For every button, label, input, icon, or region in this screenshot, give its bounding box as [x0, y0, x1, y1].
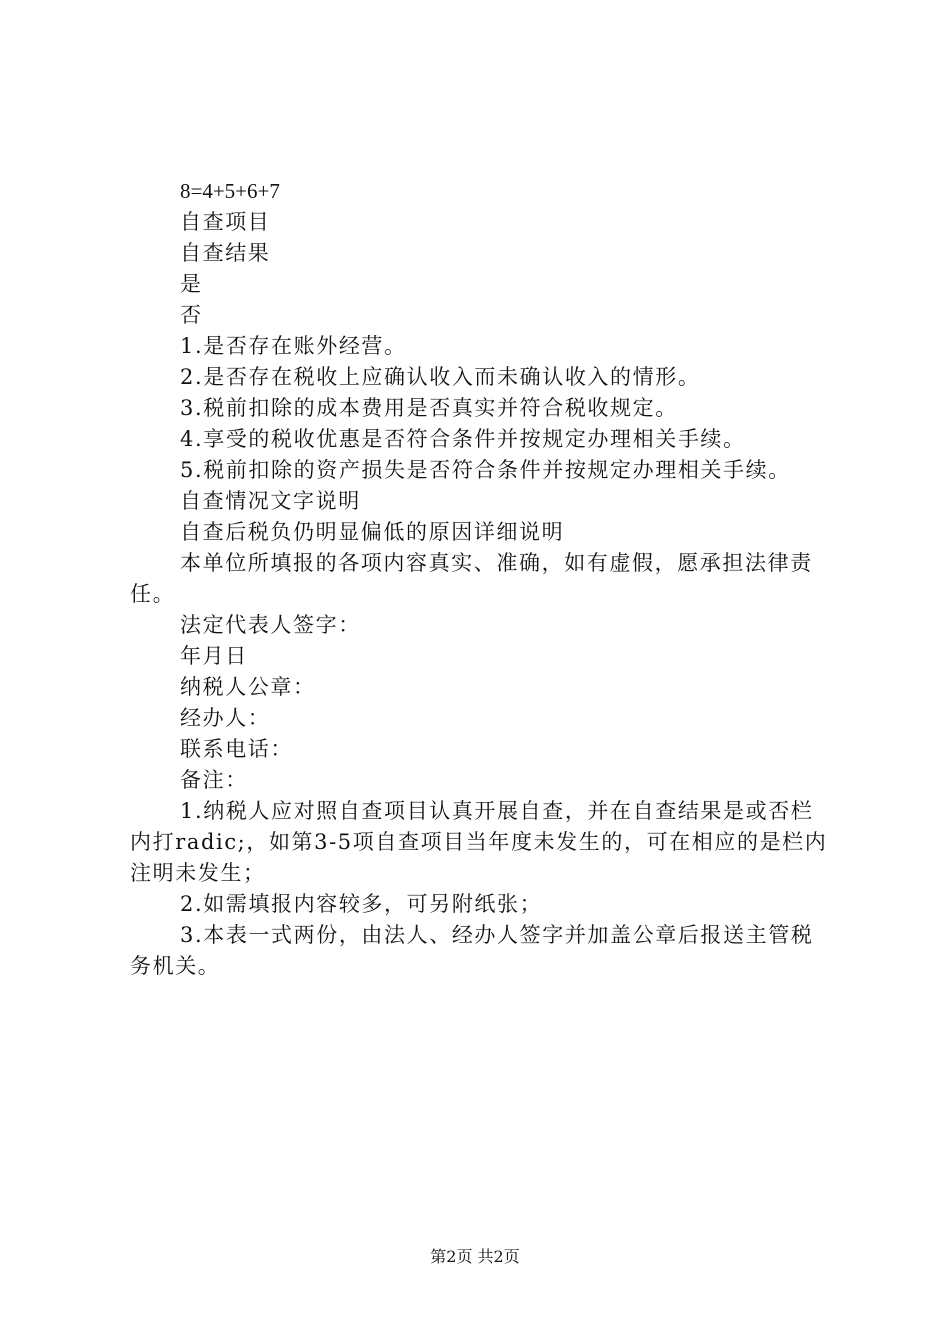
- remark-item-2: 2.如需填报内容较多，可另附纸张；: [180, 892, 543, 916]
- page-indicator: 第2页 共2页: [430, 1247, 520, 1266]
- heading-self-check-results: 自查结果: [180, 241, 271, 265]
- remark-item-3: 3.本表一式两份，由法人、经办人签字并加盖公章后报送主管税务机关。: [130, 923, 814, 978]
- handler-label: 经办人：: [180, 706, 271, 730]
- check-item-4: 4.享受的税收优惠是否符合条件并按规定办理相关手续。: [180, 427, 746, 451]
- declaration-statement: 本单位所填报的各项内容真实、准确，如有虚假，愿承担法律责任。: [130, 551, 813, 606]
- low-tax-reason-label: 自查后税负仍明显偏低的原因详细说明: [180, 520, 565, 544]
- option-no: 否: [180, 303, 203, 327]
- taxpayer-seal-label: 纳税人公章：: [180, 675, 316, 699]
- check-item-3: 3.税前扣除的成本费用是否真实并符合税收规定。: [180, 396, 678, 420]
- remarks-label: 备注：: [180, 768, 248, 792]
- self-check-description-label: 自查情况文字说明: [180, 489, 361, 513]
- formula-line: 8=4+5+6+7: [180, 179, 280, 203]
- check-item-2: 2.是否存在税收上应确认收入而未确认收入的情形。: [180, 365, 701, 389]
- option-yes: 是: [180, 272, 203, 296]
- date-label: 年月日: [180, 644, 248, 668]
- page-footer: [0, 1244, 950, 1267]
- remark-item-1: 1.纳税人应对照自查项目认真开展自查，并在自查结果是或否栏内打radic;，如第3-5项自查项目当年度未发生的，可在相应的是栏内注明未发生；: [130, 799, 828, 885]
- check-item-5: 5.税前扣除的资产损失是否符合条件并按规定办理相关手续。: [180, 458, 791, 482]
- heading-self-check-items: 自查项目: [180, 210, 271, 234]
- legal-rep-signature-label: 法定代表人签字：: [180, 613, 361, 637]
- document-body: [130, 176, 830, 982]
- check-item-1: 1.是否存在账外经营。: [180, 334, 407, 358]
- contact-phone-label: 联系电话：: [180, 737, 293, 761]
